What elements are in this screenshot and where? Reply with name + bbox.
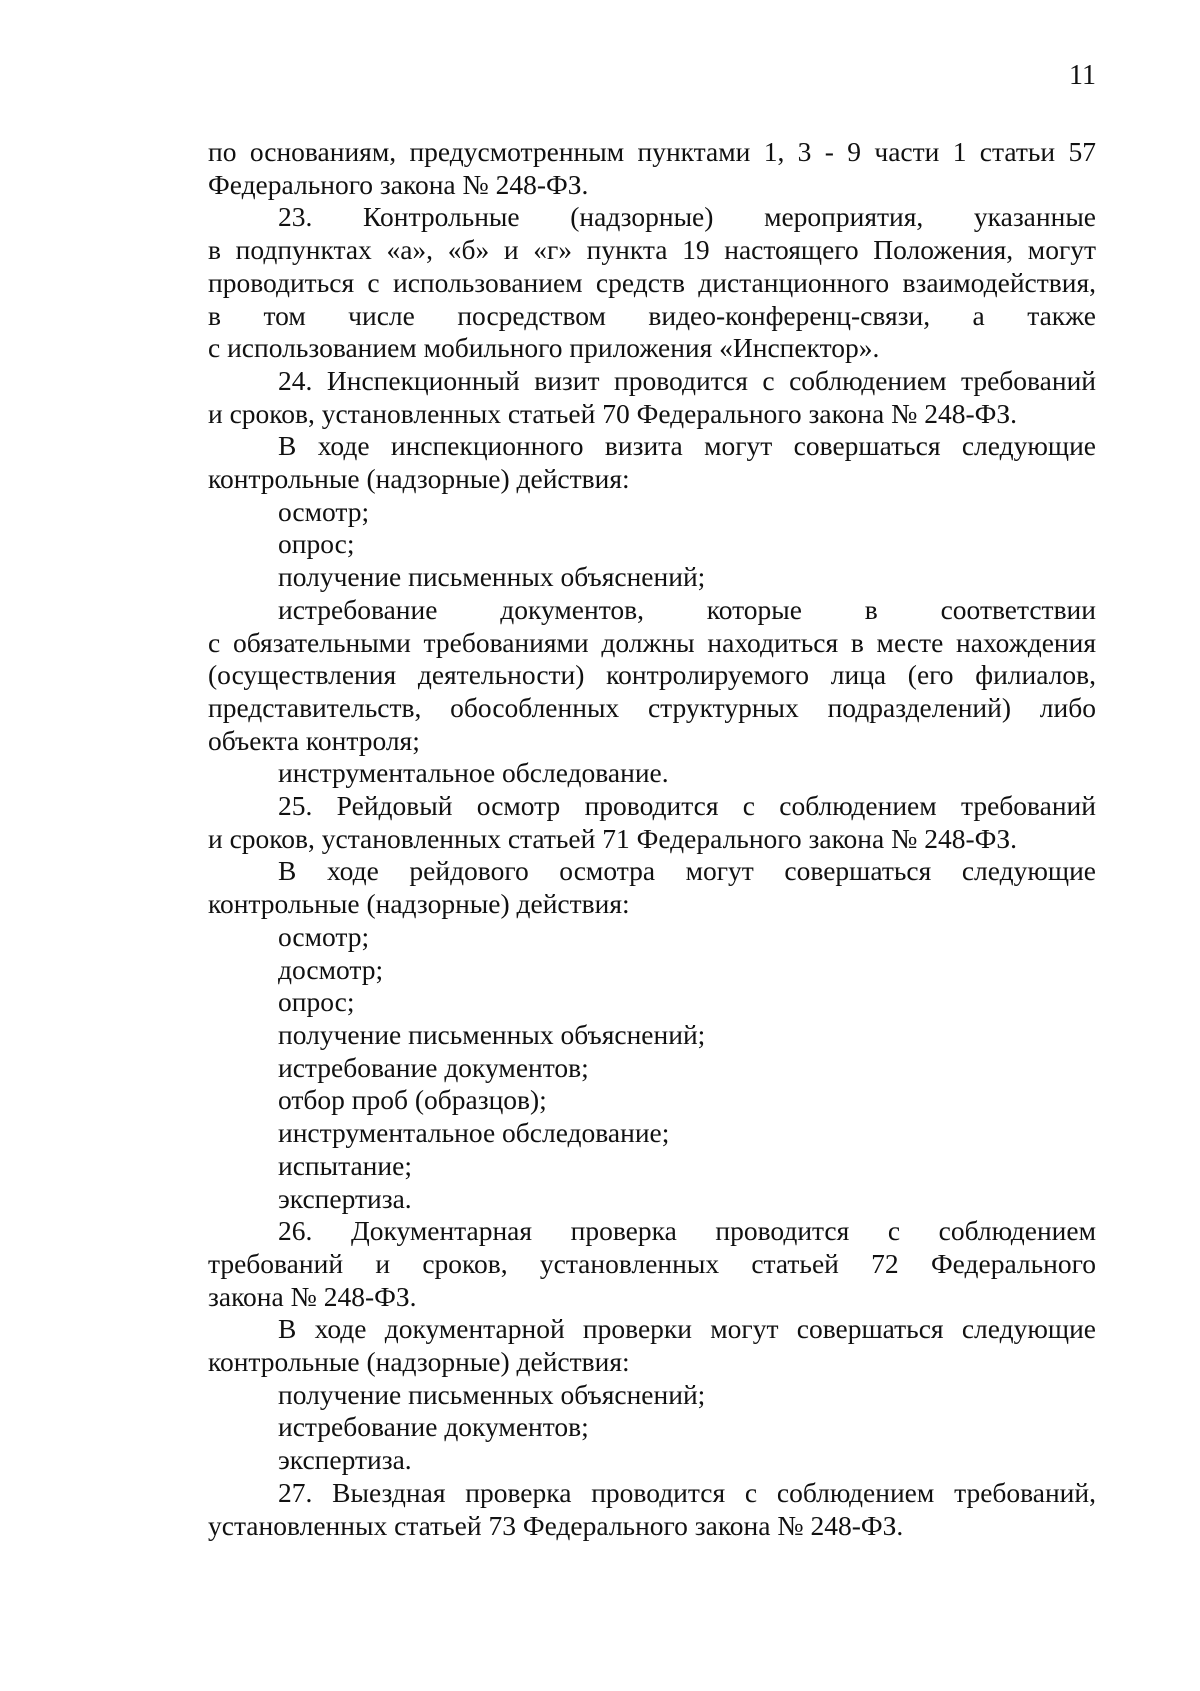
text-line: и сроков, установленных статьей 70 Федерального закона № 248-ФЗ. xyxy=(208,397,1017,429)
text-line: получение письменных объяснений; xyxy=(278,1378,706,1410)
text-line: с обязательными требованиями должны находиться в месте нахождения xyxy=(208,626,1096,658)
text-line: установленных статьей 73 Федерального закона № 248-ФЗ. xyxy=(208,1509,904,1541)
text-line: отбор проб (образцов); xyxy=(278,1084,547,1116)
text-line: Федерального закона № 248-ФЗ. xyxy=(208,168,589,200)
text-line: В ходе документарной проверки могут совершаться следующие xyxy=(278,1313,1096,1345)
text-line: по основаниям, предусмотренным пунктами 1, 3 - 9 части 1 статьи 57 xyxy=(208,136,1096,167)
text-line: экспертиза. xyxy=(278,1444,412,1476)
text-line: в том числе посредством видео-конференц-связи, а также xyxy=(208,299,1096,331)
text-line: с использованием мобильного приложения «Инспектор». xyxy=(208,332,880,364)
text-line: осмотр; xyxy=(278,495,370,527)
text-line: представительств, обособленных структурных подразделений) либо xyxy=(208,691,1096,723)
text-line: истребование документов; xyxy=(278,1051,589,1083)
page-number: 11 xyxy=(1069,60,1096,91)
text-line: досмотр; xyxy=(278,953,384,985)
text-line: В ходе рейдового осмотра могут совершаться следующие xyxy=(278,855,1096,887)
text-line: 27. Выездная проверка проводится с соблюдением требований, xyxy=(278,1476,1096,1508)
text-line: в подпунктах «а», «б» и «г» пункта 19 настоящего Положения, могут xyxy=(208,234,1096,266)
text-line: В ходе инспекционного визита могут совершаться следующие xyxy=(278,430,1096,462)
text-line: экспертиза. xyxy=(278,1182,412,1214)
text-line: опрос; xyxy=(278,528,355,560)
text-line: опрос; xyxy=(278,986,355,1018)
text-line: получение письменных объяснений; xyxy=(278,1018,706,1050)
text-line: 26. Документарная проверка проводится с соблюдением xyxy=(278,1215,1096,1247)
text-line: 23. Контрольные (надзорные) мероприятия, указанные xyxy=(278,201,1096,233)
text-line: закона № 248-ФЗ. xyxy=(208,1280,417,1312)
text-line: 25. Рейдовый осмотр проводится с соблюдением требований xyxy=(278,790,1096,822)
text-line: инструментальное обследование. xyxy=(278,757,669,789)
text-line: (осуществления деятельности) контролируемого лица (его филиалов, xyxy=(208,659,1096,691)
text-line: истребование документов; xyxy=(278,1411,589,1443)
text-line: испытание; xyxy=(278,1149,412,1181)
text-line: 24. Инспекционный визит проводится с соблюдением требований xyxy=(278,364,1096,396)
text-line: и сроков, установленных статьей 71 Федерального закона № 248-ФЗ. xyxy=(208,822,1017,854)
text-line: объекта контроля; xyxy=(208,724,420,756)
text-line: контрольные (надзорные) действия: xyxy=(208,1346,630,1378)
text-line: инструментальное обследование; xyxy=(278,1117,670,1149)
text-line: контрольные (надзорные) действия: xyxy=(208,463,630,495)
text-line: истребование документов, которые в соответствии xyxy=(278,593,1096,625)
text-line: требований и сроков, установленных статьей 72 Федерального xyxy=(208,1247,1096,1279)
text-line: получение письменных объяснений; xyxy=(278,561,706,593)
text-line: контрольные (надзорные) действия: xyxy=(208,888,630,920)
text-line: осмотр; xyxy=(278,920,370,952)
document-body xyxy=(208,136,1096,1542)
text-line: проводиться с использованием средств дистанционного взаимодействия, xyxy=(208,266,1096,298)
